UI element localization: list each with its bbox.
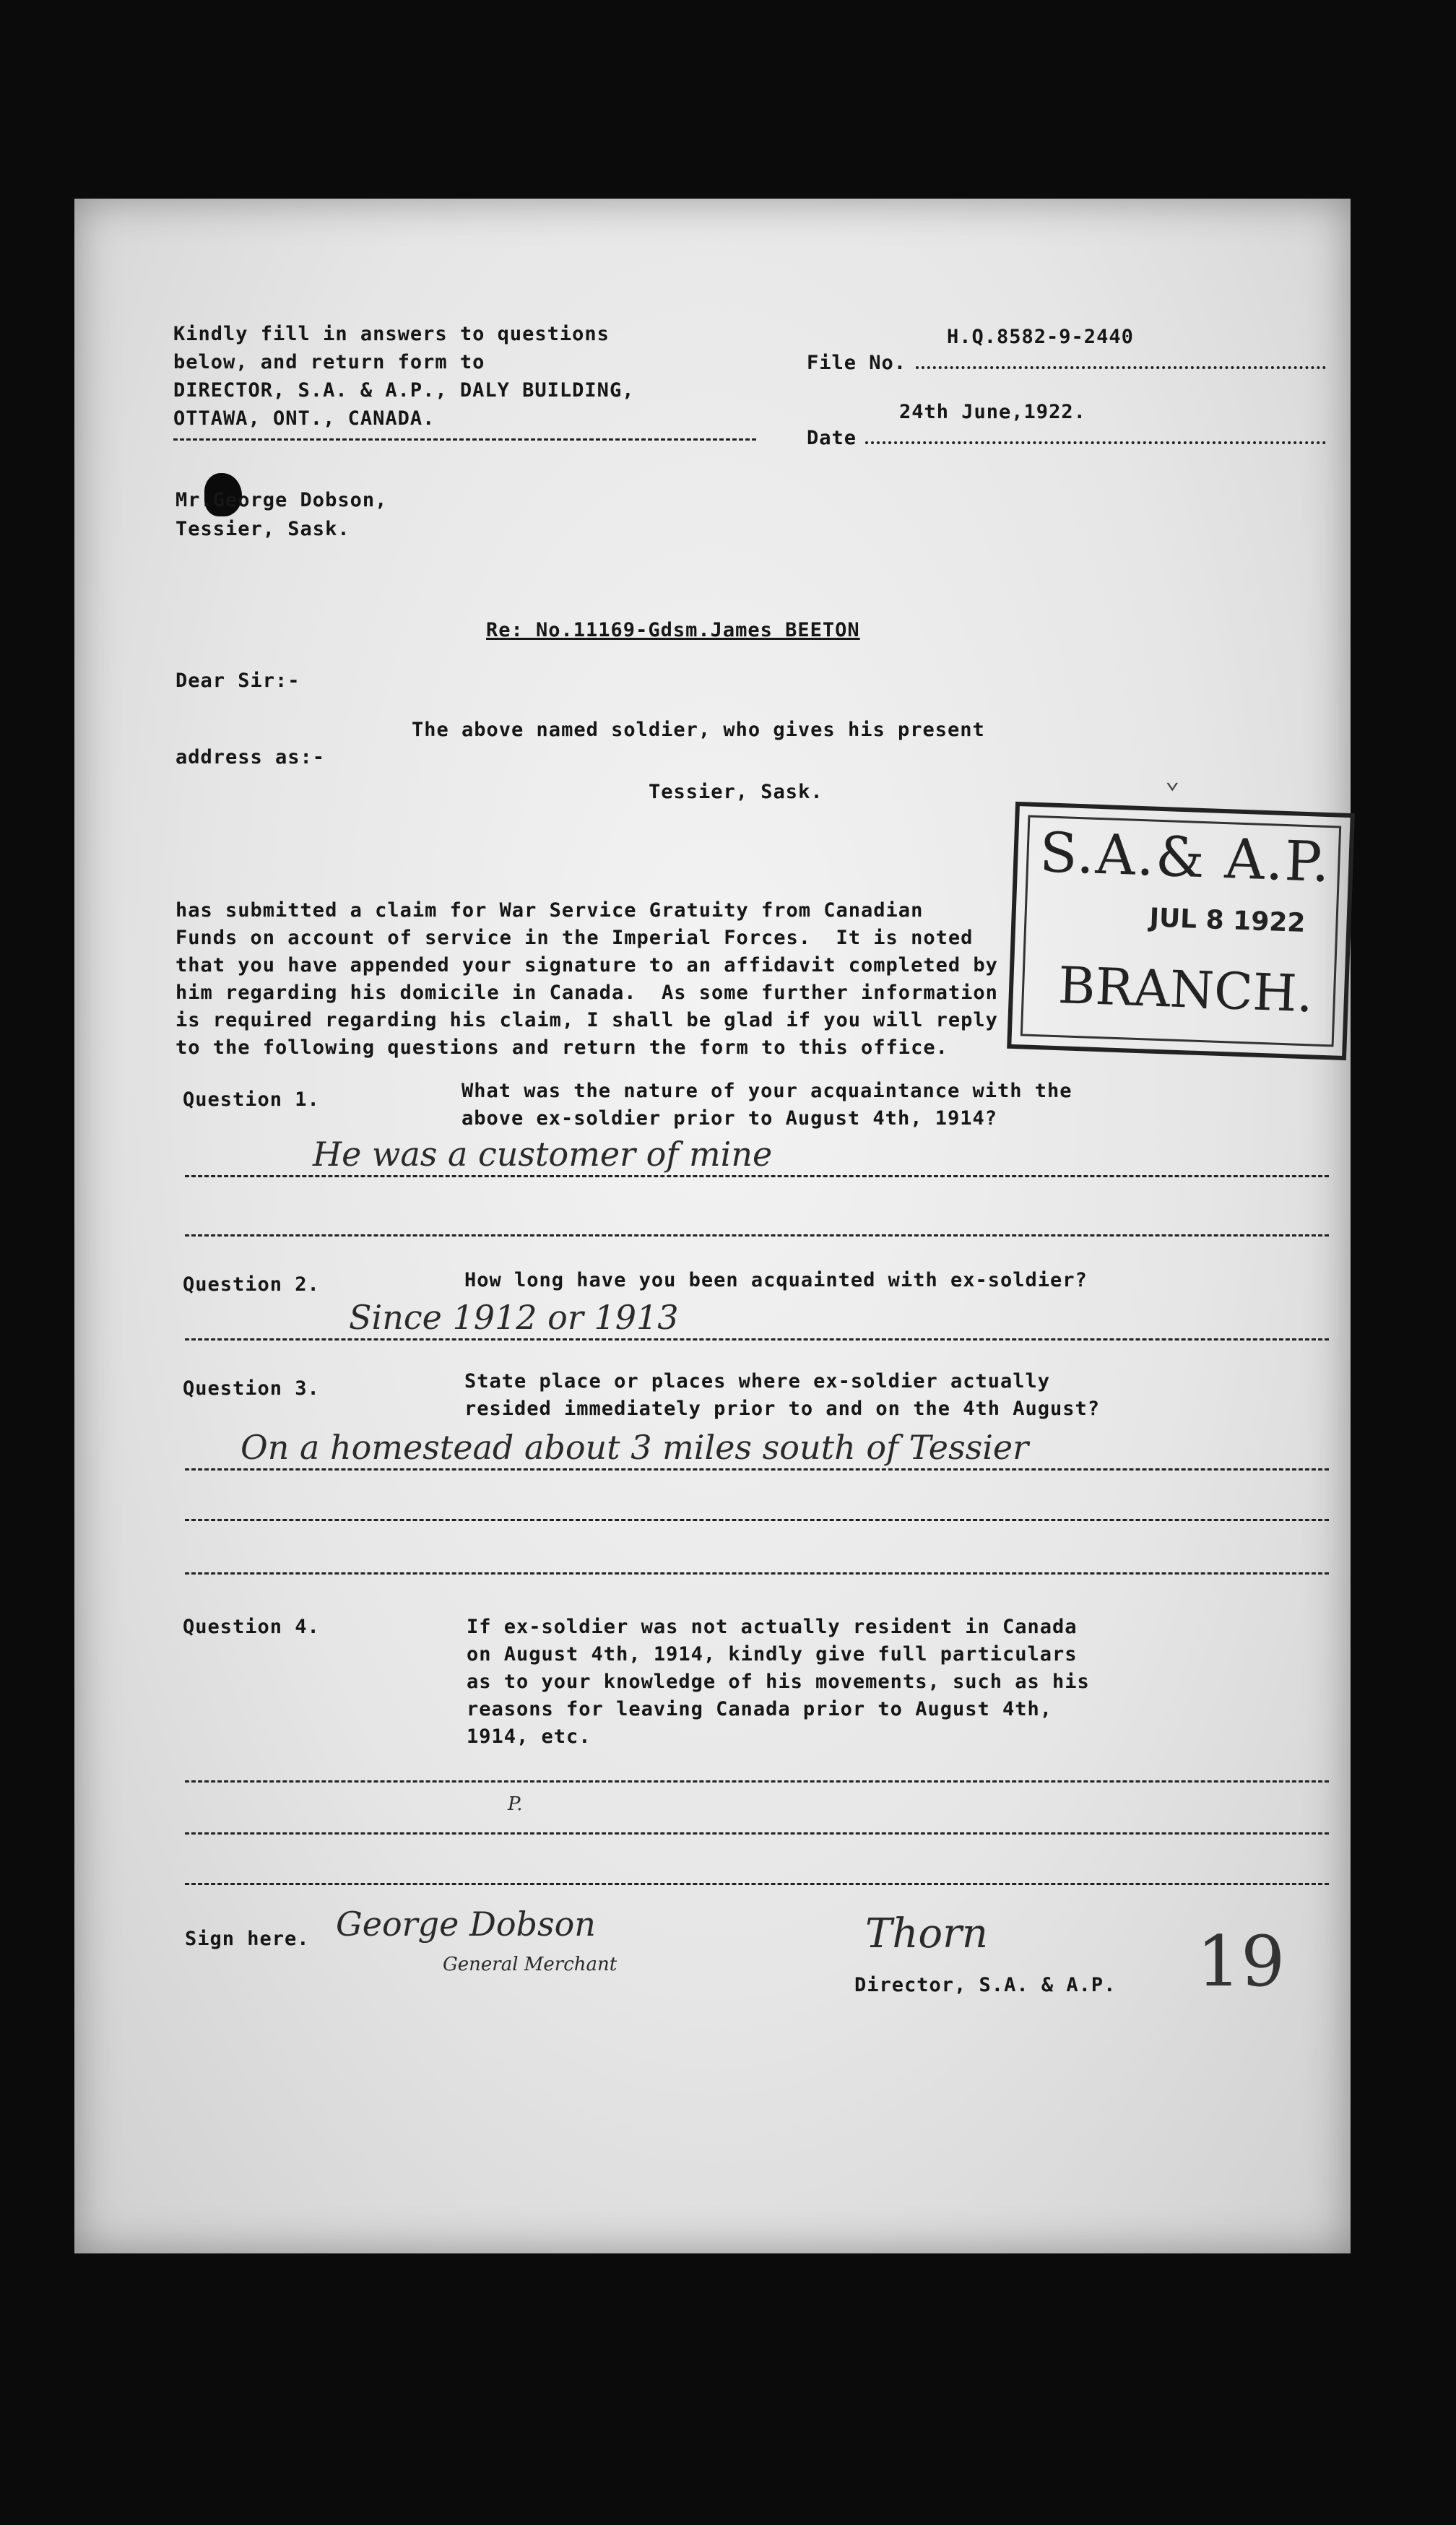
question-text: on August 4th, 1914, kindly give full particulars <box>467 1643 1078 1666</box>
question-label: Question 4. <box>183 1616 320 1638</box>
answer-line <box>185 1338 1329 1341</box>
body-line: has submitted a claim for War Service Gratuity from Canadian <box>176 899 924 922</box>
subject-line: Re: No.11169-Gdsm.James BEETON <box>486 619 860 641</box>
answer-3: On a homestead about 3 miles south of Tessier <box>240 1428 1029 1467</box>
file-label: File No. <box>807 352 907 374</box>
date-label: Date <box>807 427 857 449</box>
sign-label: Sign here. <box>185 1928 310 1950</box>
file-number: H.Q.8582-9-2440 <box>947 326 1134 348</box>
file-line <box>916 366 1326 369</box>
intro-line: address as:- <box>176 746 326 768</box>
body-line: that you have appended your signature to an affidavit completed by <box>176 954 998 976</box>
document-page <box>74 199 1351 2253</box>
director-title: Director, S.A. & A.P. <box>854 1974 1117 1996</box>
answer-1: He was a customer of mine <box>313 1135 773 1174</box>
question-label: Question 2. <box>183 1273 320 1296</box>
question-label: Question 3. <box>183 1377 320 1400</box>
answer-line <box>185 1175 1329 1177</box>
instruction-line: below, and return form to <box>173 351 485 373</box>
question-text: resided immediately prior to and on the 4th August? <box>464 1398 1101 1420</box>
addressee-place: Tessier, Sask. <box>176 518 350 540</box>
divider <box>173 438 756 441</box>
signature-title: General Merchant <box>443 1954 618 1975</box>
page-number: 19 <box>1197 1921 1286 2002</box>
stamp-branch: BRANCH. <box>1057 956 1314 1024</box>
ink-mark: ⌄ <box>1165 766 1180 794</box>
body-line: Funds on account of service in the Imperial Forces. It is noted <box>176 927 974 949</box>
stamp-title: S.A.& A.P. <box>1039 820 1332 895</box>
received-stamp <box>1007 802 1355 1060</box>
question-label: Question 1. <box>183 1088 320 1111</box>
signature-name: George Dobson <box>336 1905 596 1944</box>
body-line: him regarding his domicile in Canada. As some further information <box>176 982 998 1004</box>
soldier-address: Tessier, Sask. <box>649 781 823 803</box>
stamp-date: JUL 8 1922 <box>1148 903 1306 938</box>
salutation: Dear Sir:- <box>176 670 300 692</box>
intro-line: The above named soldier, who gives his present <box>412 719 985 741</box>
question-text: 1914, etc. <box>467 1725 592 1748</box>
question-text: above ex-soldier prior to August 4th, 1914? <box>462 1107 997 1130</box>
question-text: If ex-soldier was not actually resident in Canada <box>467 1616 1078 1638</box>
instruction-line: Kindly fill in answers to questions <box>173 323 610 345</box>
answer-line <box>185 1780 1329 1783</box>
date-line <box>865 441 1326 444</box>
question-text: State place or places where ex-soldier actually <box>464 1370 1051 1393</box>
addressee-name: Mr.George Dobson, <box>176 489 388 511</box>
answer-2: Since 1912 or 1913 <box>349 1298 679 1337</box>
pencil-mark: P. <box>508 1793 523 1815</box>
letter-date: 24th June,1922. <box>899 401 1086 423</box>
answer-line <box>185 1468 1329 1471</box>
question-text: What was the nature of your acquaintance with the <box>462 1080 1072 1102</box>
answer-line <box>185 1832 1329 1835</box>
answer-line <box>185 1519 1329 1521</box>
answer-line <box>185 1572 1329 1575</box>
question-text: How long have you been acquainted with ex-soldier? <box>464 1269 1088 1291</box>
instruction-line: DIRECTOR, S.A. & A.P., DALY BUILDING, <box>173 379 635 402</box>
question-text: reasons for leaving Canada prior to August 4th, <box>467 1698 1053 1720</box>
answer-line <box>185 1883 1329 1885</box>
question-text: as to your knowledge of his movements, such as his <box>467 1671 1090 1693</box>
instruction-line: OTTAWA, ONT., CANADA. <box>173 407 436 430</box>
answer-line <box>185 1234 1329 1236</box>
body-line: is required regarding his claim, I shall be glad if you will reply <box>176 1009 998 1031</box>
body-line: to the following questions and return the form to this office. <box>176 1036 948 1059</box>
director-signature: Thorn <box>865 1910 988 1957</box>
